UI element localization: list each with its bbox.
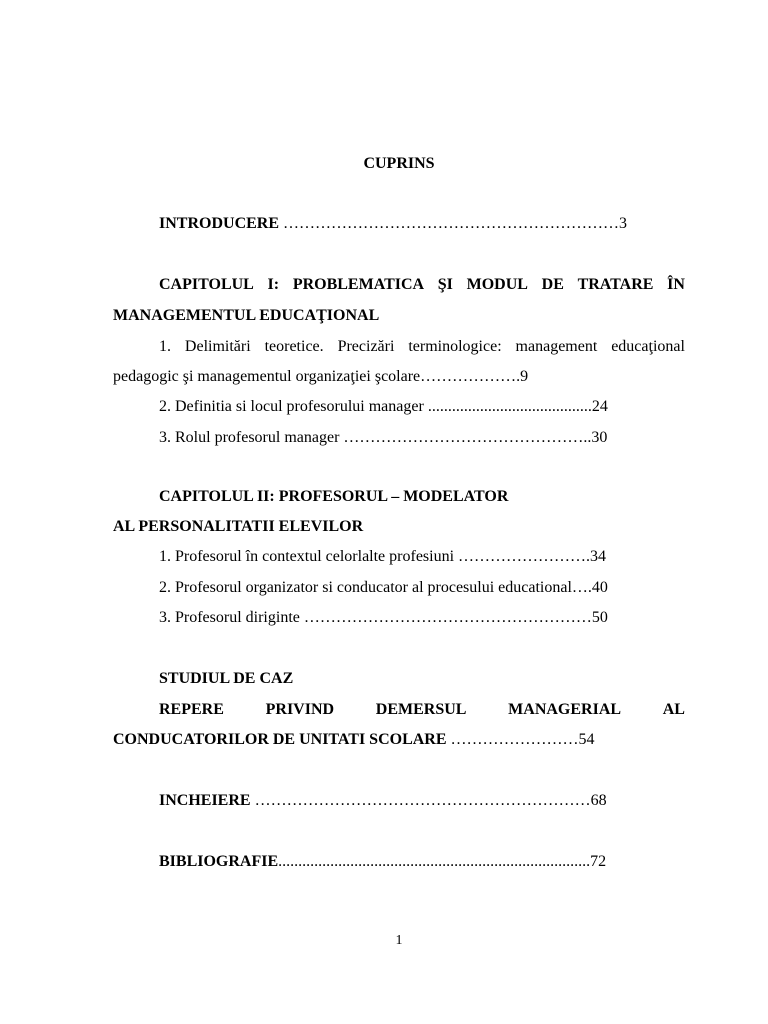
heading-word: REPERE [159,701,224,718]
toc-title: CUPRINS [363,155,435,172]
heading-word: MODUL [466,276,528,293]
heading-word: TRATARE [577,276,654,293]
text-word: Delimitări [184,338,251,355]
page-number: 1 [395,933,403,948]
heading-word: PROBLEMATICA [292,276,425,293]
toc-entry-bibliografie [159,852,606,872]
toc-entry-label: INCHEIERE [159,792,251,809]
chapter2-heading-line2: AL PERSONALITATII ELEVILOR [113,518,364,535]
toc-entry-label: INTRODUCERE [159,215,280,232]
chapter1-item3: 3. Rolul profesorul manager ………………………………………..30 [159,429,608,446]
case-study-heading: STUDIUL DE CAZ [159,670,294,687]
chapter1-heading-line1 [159,275,685,295]
text-word: terminologice: [408,338,502,355]
toc-entry-label: BIBLIOGRAFIE [159,853,279,870]
heading-word: DEMERSUL [375,701,467,718]
chapter2-item1: 1. Profesorul în contextul celorlalte profesiuni …………………….34 [159,548,607,565]
text-word: educaţional [611,338,685,355]
chapter1-item1-line2: pedagogic şi managementul organizaţiei şcolare……………….9 [113,368,529,385]
heading-word: I: [267,276,280,293]
heading-word: ÎN [667,276,685,293]
toc-entry-introducere [159,214,627,234]
toc-entry-leader: ……………………54 [446,731,595,748]
chapter2-item2: 2. Profesorul organizator si conducator al procesului educational….40 [159,579,608,596]
heading-word: AL [662,701,685,718]
toc-entry-leader: ..............................................................................72 [278,853,607,870]
toc-entry-leader: ……………………………………………………… [279,215,620,232]
chapter1-item2: 2. Definitia si locul profesorului manager .........................................24 [159,398,608,415]
text-word: teoretice. [264,338,324,355]
heading-word: CAPITOLUL [159,276,254,293]
text-word: management [515,338,598,355]
chapter1-item1-line1 [159,337,685,357]
toc-entry-incheiere [159,791,607,811]
toc-entry-page: 3 [619,215,628,232]
heading-word: MANAGERIAL [508,701,622,718]
chapter1-heading-line2: MANAGEMENTUL EDUCAŢIONAL [113,307,380,324]
text-word: Precizări [337,338,395,355]
toc-entry-leader: ………………………………………………………68 [250,792,607,809]
text-word: 1. [159,338,171,355]
case-study-line1 [159,700,685,720]
heading-word: DE [541,276,564,293]
chapter2-item3: 3. Profesorul diriginte ………………………………………………50 [159,609,608,626]
heading-word: PRIVIND [265,701,335,718]
case-study-line2-title: CONDUCATORILOR DE UNITATI SCOLARE [113,731,447,748]
heading-word: ŞI [437,276,453,293]
chapter2-heading-line1: CAPITOLUL II: PROFESORUL – MODELATOR [159,488,509,505]
case-study-line2 [113,730,595,750]
